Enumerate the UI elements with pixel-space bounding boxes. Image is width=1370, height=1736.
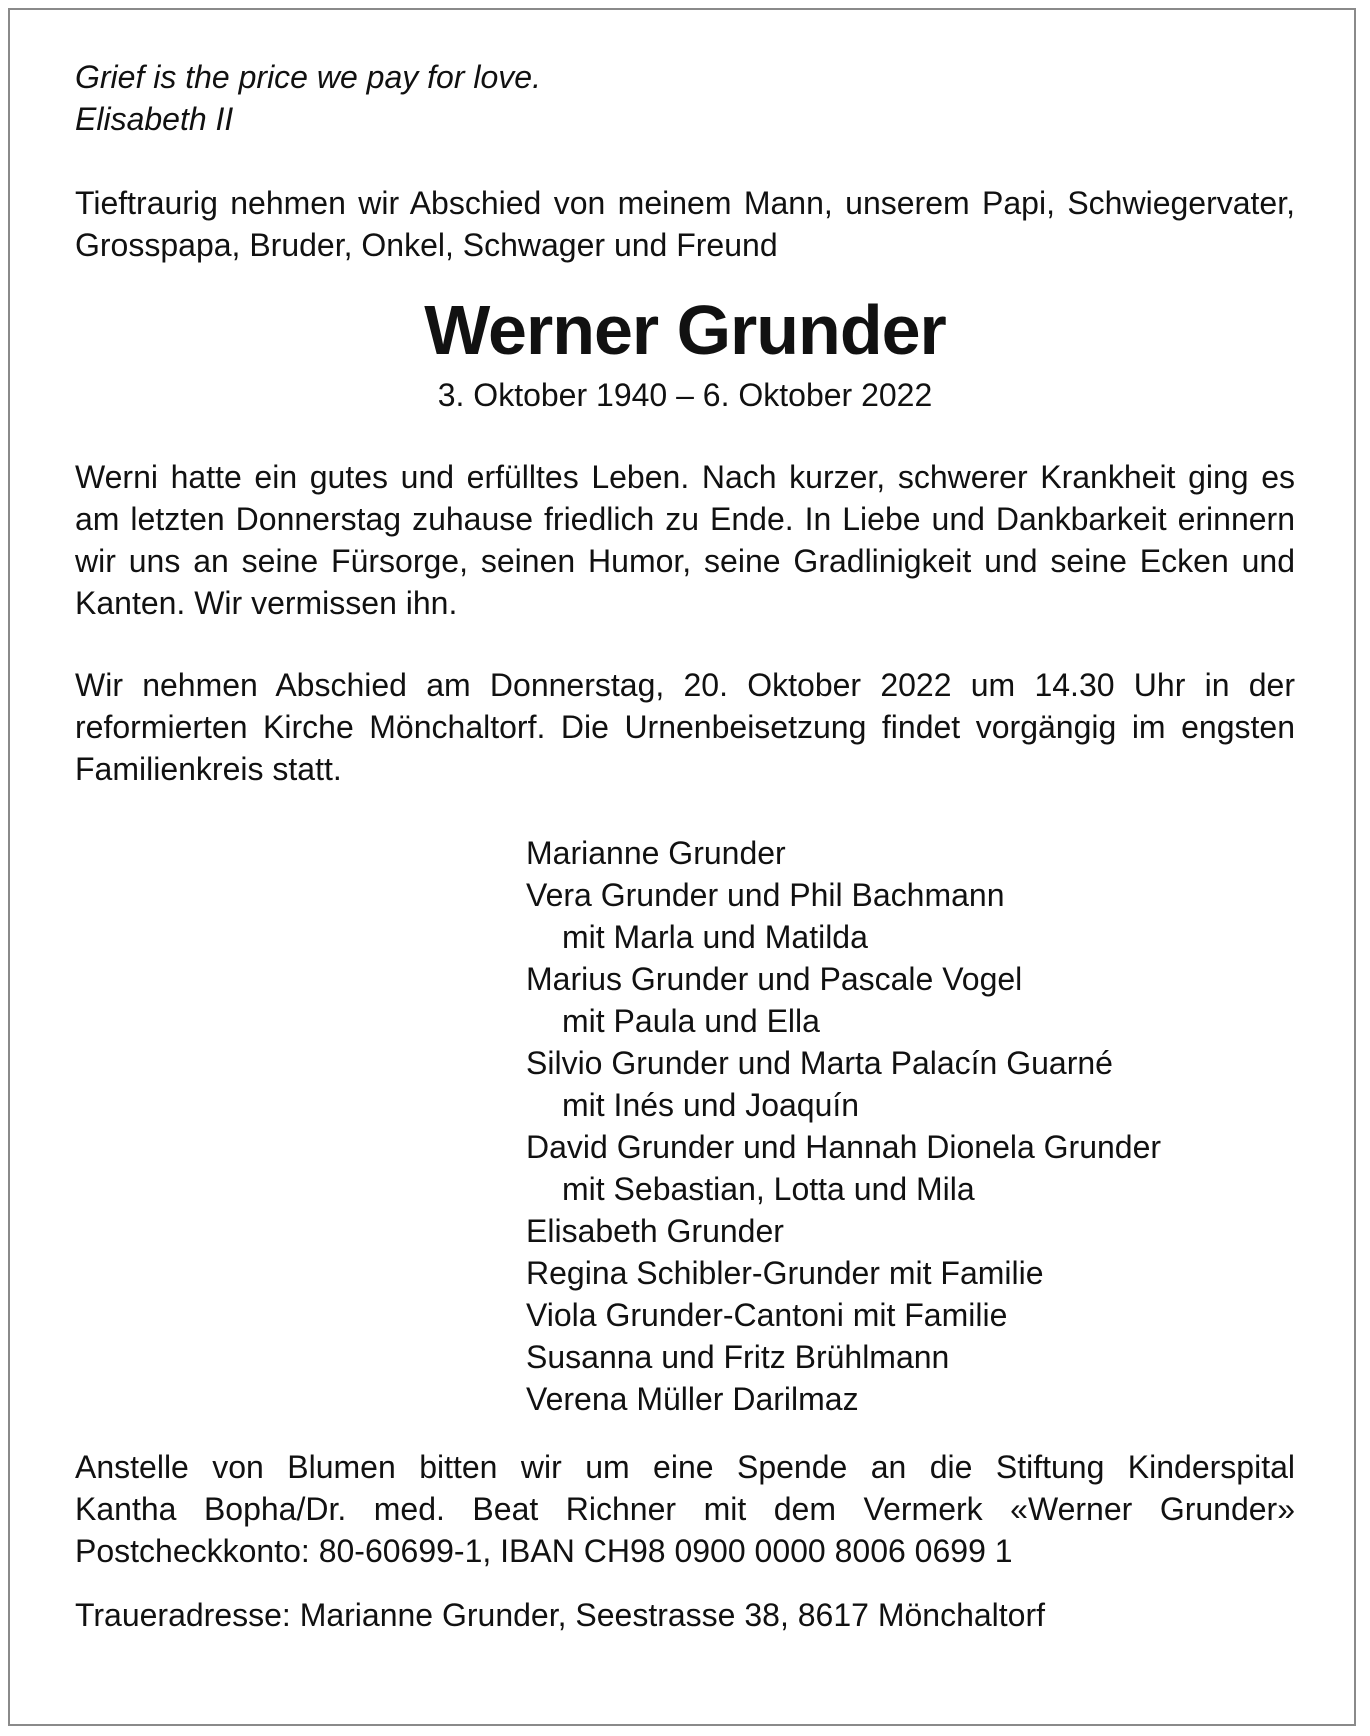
mourner-children: mit Inés und Joaquín — [562, 1087, 860, 1123]
deceased-name: Werner Grunder — [424, 291, 946, 369]
mourner-name: Marianne Grunder — [526, 835, 786, 871]
epigraph — [75, 56, 1295, 140]
mourner-name: Viola Grunder-Cantoni mit Familie — [526, 1297, 1008, 1333]
mourner-name: Verena Müller Darilmaz — [526, 1381, 859, 1417]
mourning-address: Traueradresse: Marianne Grunder, Seestrasse 38, 8617 Mönchaltorf — [75, 1597, 1045, 1633]
mourner-name: David Grunder und Hannah Dionela Grunder — [526, 1129, 1162, 1165]
donation-account-line: Postcheckkonto: 80-60699-1, IBAN CH98 0900 0000 8006 0699 1 — [75, 1533, 1013, 1569]
intro-paragraph: Tieftraurig nehmen wir Abschied von meinem Mann, unserem Papi, Schwiegervater, Grosspapa, Bruder, Onkel, Schwager und Freund — [75, 185, 1295, 263]
mourner-name: Susanna und Fritz Brühlmann — [526, 1339, 950, 1375]
mourner-name: Silvio Grunder und Marta Palacín Guarné — [526, 1045, 1113, 1081]
mourners-list — [526, 832, 1295, 1420]
obituary-notice — [75, 56, 1295, 1636]
life-dates: 3. Oktober 1940 – 6. Oktober 2022 — [437, 377, 933, 413]
mourner-name: Elisabeth Grunder — [526, 1213, 784, 1249]
quote-text: Grief is the price we pay for love. — [75, 59, 541, 95]
donation-line: Anstelle von Blumen bitten wir um eine Spende an die Stiftung Kinderspital — [75, 1449, 1295, 1485]
mourner-children: mit Marla und Matilda — [562, 919, 868, 955]
quote-author: Elisabeth II — [75, 101, 234, 137]
donation-line: Kantha Bopha/Dr. med. Beat Richner mit dem Vermerk «Werner Grunder» — [75, 1491, 1295, 1527]
mourner-children: mit Paula und Ella — [562, 1003, 820, 1039]
mourner-name: Marius Grunder und Pascale Vogel — [526, 961, 1023, 997]
mourner-name: Vera Grunder und Phil Bachmann — [526, 877, 1005, 913]
service-paragraph: Wir nehmen Abschied am Donnerstag, 20. Oktober 2022 um 14.30 Uhr in der reformierten Kirche Mönchaltorf. Die Urnenbeisetzung findet vorgängig im engsten Familienkreis statt. — [75, 667, 1295, 787]
mourner-name: Regina Schibler-Grunder mit Familie — [526, 1255, 1044, 1291]
donation-request — [75, 1446, 1295, 1572]
mourner-children: mit Sebastian, Lotta und Mila — [562, 1171, 975, 1207]
tribute-paragraph: Werni hatte ein gutes und erfülltes Leben. Nach kurzer, schwerer Krankheit ging es am letzten Donnerstag zuhause friedlich zu Ende. In Liebe und Dankbarkeit erinnern wir uns an seine Fürsorge, seinen Humor, seine Gradlinigkeit und seine Ecken und Kanten. Wir vermissen ihn. — [75, 459, 1295, 621]
